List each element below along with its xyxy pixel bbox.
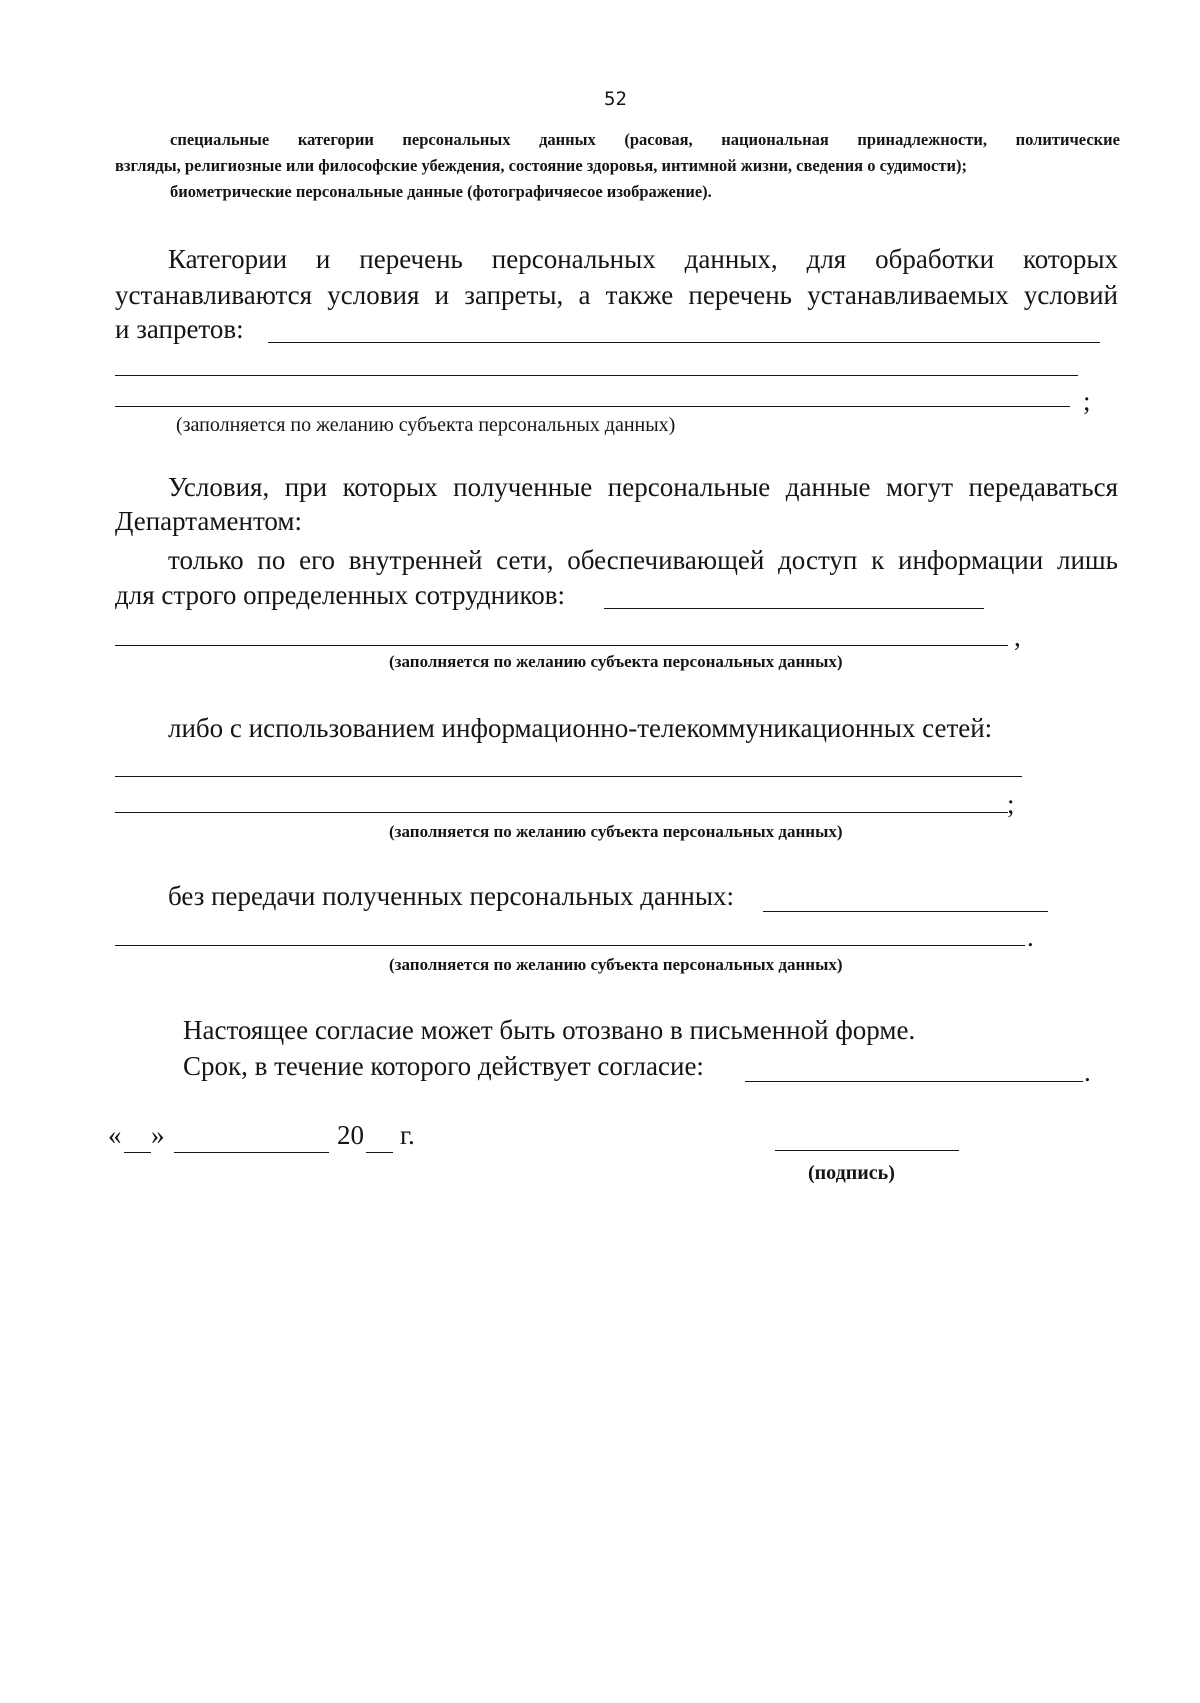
date-open-quote: « xyxy=(108,1120,122,1150)
internal-network-end-mark: , xyxy=(1014,622,1021,652)
consent-revocable-text: Настоящее согласие может быть отозвано в письменной форме. xyxy=(183,1015,916,1045)
internal-network-line1: только по его внутренней сети, обеспечивающей доступ к информации лишь xyxy=(168,545,1118,575)
internal-network-fill-line-1[interactable] xyxy=(604,608,984,609)
conditions-paragraph-line2: Департаментом: xyxy=(115,506,302,536)
list-item-special-categories-line1: специальные категории персональных данных (расовая, национальная принадлежности, политические xyxy=(170,130,1120,149)
categories-fill-line-2[interactable] xyxy=(115,375,1078,376)
date-year-suffix: г. xyxy=(400,1120,415,1150)
date-year-fill-line[interactable] xyxy=(366,1152,393,1153)
no-transfer-end-mark: . xyxy=(1027,922,1034,952)
no-transfer-line: без передачи полученных персональных данных: xyxy=(168,881,734,911)
internal-network-line2: для строго определенных сотрудников: xyxy=(115,580,566,610)
categories-end-mark: ; xyxy=(1083,386,1091,416)
list-item-biometric: биометрические персональные данные (фотографичяесое изображение). xyxy=(170,182,712,201)
consent-term-fill-line[interactable] xyxy=(745,1081,1083,1082)
conditions-paragraph-line1: Условия, при которых полученные персональные данные могут передаваться xyxy=(168,472,1118,502)
categories-paragraph-line2: устанавливаются условия и запреты, а также перечень устанавливаемых условий xyxy=(115,280,1118,310)
categories-fill-line-3[interactable] xyxy=(115,406,1070,407)
date-month-fill-line[interactable] xyxy=(174,1152,329,1153)
no-transfer-note: (заполняется по желанию субъекта персональных данных) xyxy=(389,955,843,974)
telecom-networks-line: либо с использованием информационно-телекоммуникационных сетей: xyxy=(168,713,993,743)
list-item-special-categories-line2: взгляды, религиозные или философские убеждения, состояние здоровья, интимной жизни, сведения о судимости); xyxy=(115,156,967,175)
no-transfer-fill-line-1[interactable] xyxy=(763,911,1048,912)
categories-paragraph-line1: Категории и перечень персональных данных, для обработки которых xyxy=(168,244,1118,274)
internal-network-note: (заполняется по желанию субъекта персональных данных) xyxy=(389,652,843,671)
consent-term-end-mark: . xyxy=(1084,1057,1091,1087)
telecom-note: (заполняется по желанию субъекта персональных данных) xyxy=(389,822,843,841)
date-day-fill-line[interactable] xyxy=(124,1152,151,1153)
page-number: 52 xyxy=(604,88,627,110)
consent-term-label: Срок, в течение которого действует согласие: xyxy=(183,1051,704,1081)
categories-fill-note: (заполняется по желанию субъекта персональных данных) xyxy=(176,414,676,436)
categories-fill-line-1[interactable] xyxy=(268,342,1100,343)
signature-fill-line[interactable] xyxy=(775,1150,959,1151)
telecom-end-mark: ; xyxy=(1007,789,1015,819)
categories-paragraph-line3: и запретов: xyxy=(115,314,244,344)
no-transfer-fill-line-2[interactable] xyxy=(115,945,1025,946)
telecom-fill-line-1[interactable] xyxy=(115,776,1022,777)
signature-caption: (подпись) xyxy=(808,1162,895,1184)
telecom-fill-line-2[interactable] xyxy=(115,812,1008,813)
date-close-quote: » xyxy=(151,1120,165,1150)
internal-network-fill-line-2[interactable] xyxy=(115,645,1008,646)
date-year-prefix: 20 xyxy=(337,1120,364,1150)
